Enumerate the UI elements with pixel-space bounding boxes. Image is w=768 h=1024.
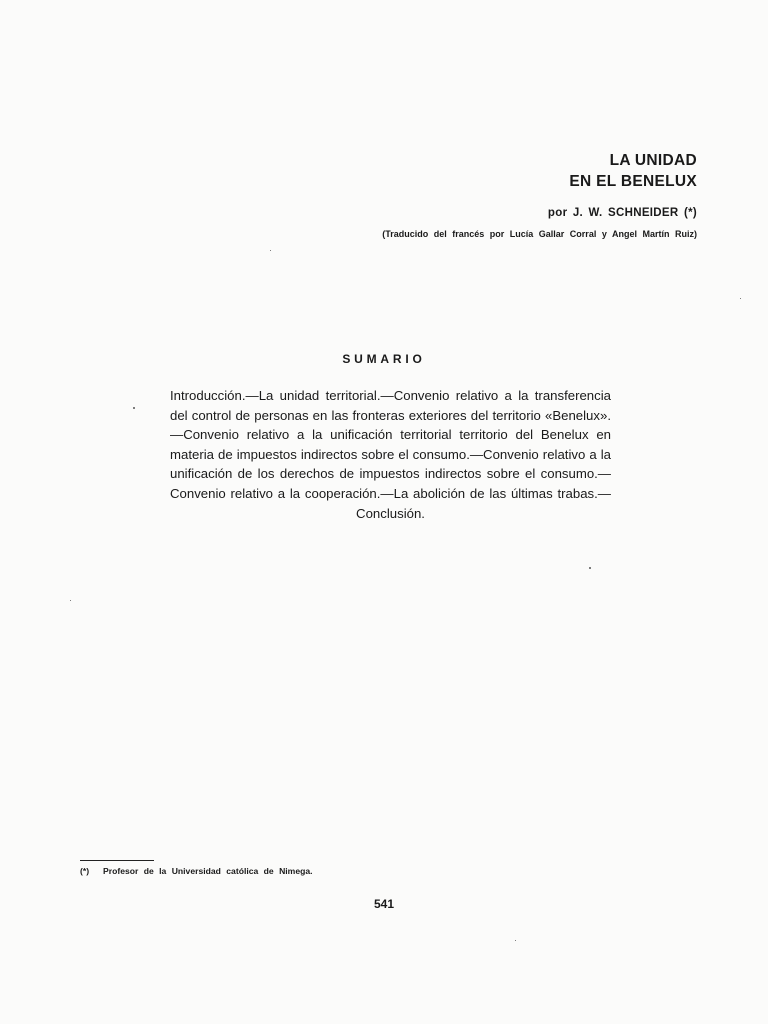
footnote-marker: (*) [80,866,90,876]
translation-credit: (Traducido del francés por Lucía Gallar Corral y Angel Martín Ruiz) [382,229,697,239]
title-line-1: LA UNIDAD [609,152,697,169]
author-line: por J. W. SCHNEIDER (*) [547,207,697,219]
scan-speck [740,298,741,299]
title-line-2: EN EL BENELUX [569,173,697,190]
footnote [80,866,313,876]
footnote-text: Profesor de la Universidad católica de Nimega. [103,866,313,876]
scan-speck [133,407,135,409]
scan-speck [515,940,516,941]
summary-heading: SUMARIO [342,352,426,366]
footnote-divider [80,860,154,861]
scan-speck [589,567,591,569]
summary-text: Introducción.—La unidad territorial.—Convenio relativo a la transferencia del control de personas en las fronteras exteriores del territorio «Benelux».—Convenio relativo a la unificación territorial territorio del Benelux en materia de impuestos indirectos sobre el consumo.—Convenio relativo a la unificación de los derechos de impuestos indirectos sobre el consumo.—Convenio relativo a la cooperación.—La abolición de las últimas trabas.—Conclusión. [170,388,611,521]
scan-speck [270,250,271,251]
scan-speck [70,600,71,601]
page-number: 541 [373,897,395,911]
article-title [569,150,697,192]
